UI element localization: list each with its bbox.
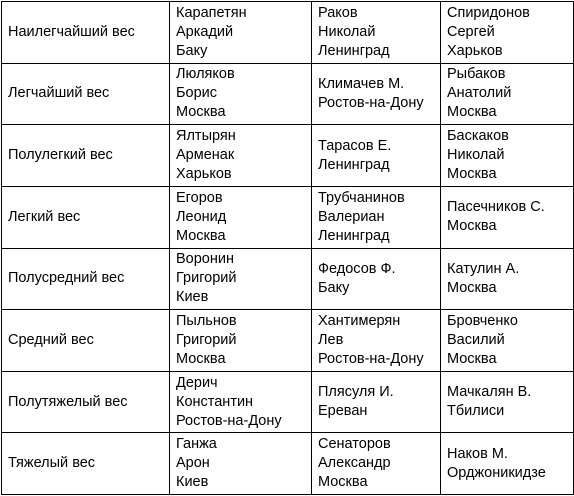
place-2-cell — [312, 433, 441, 495]
athlete-text-line: Баку — [176, 42, 208, 59]
athlete-text-line: Плясуля И. — [318, 384, 394, 401]
place-1-cell — [170, 125, 312, 187]
place-1-cell — [170, 433, 312, 495]
athlete-text-line: Катулин А. — [447, 260, 520, 277]
athlete-text-line: Москва — [447, 279, 497, 296]
place-1-cell — [170, 371, 312, 433]
athlete-text-line: Николай — [318, 23, 376, 40]
place-2-cell — [312, 310, 441, 372]
table-row — [2, 248, 574, 310]
athlete-text-line: Аркадий — [176, 23, 234, 40]
table-row — [2, 125, 574, 187]
athlete-text-line: Арменак — [176, 147, 235, 164]
athlete-text-line: Василий — [447, 331, 505, 348]
table-row — [2, 310, 574, 372]
athlete-text-line: Бровченко — [447, 312, 518, 329]
athlete-text-line: Пыльнов — [176, 312, 237, 329]
weight-class-cell — [2, 310, 170, 372]
weight-class-label: Наилегчайший вес — [8, 23, 135, 40]
athlete-text-line: Москва — [176, 227, 226, 244]
place-3-cell — [441, 433, 574, 495]
weight-class-cell — [2, 433, 170, 495]
place-3-cell — [441, 125, 574, 187]
athlete-text-line: Рыбаков — [447, 66, 506, 83]
athlete-text-line: Ростов-на-Дону — [318, 94, 424, 111]
table-row — [2, 2, 574, 64]
place-2-cell — [312, 2, 441, 64]
weight-class-cell — [2, 125, 170, 187]
place-2-cell — [312, 63, 441, 125]
athlete-text-line: Александр — [318, 455, 391, 472]
weight-class-cell — [2, 63, 170, 125]
athlete-text-line: Воронин — [176, 251, 234, 268]
weight-class-cell — [2, 248, 170, 310]
athlete-text-line: Валериан — [318, 208, 385, 225]
athlete-text-line: Константин — [176, 393, 254, 410]
athlete-text-line: Раков — [318, 4, 358, 21]
athlete-text-line: Ростов-на-Дону — [176, 412, 282, 429]
place-3-cell — [441, 371, 574, 433]
athlete-text-line: Ганжа — [176, 436, 217, 453]
table-row — [2, 186, 574, 248]
place-1-cell — [170, 2, 312, 64]
athlete-text-line: Тарасов Е. — [318, 137, 392, 154]
athlete-text-line: Трубчанинов — [318, 189, 405, 206]
athlete-text-line: Мачкалян В. — [447, 384, 532, 401]
place-3-cell — [441, 186, 574, 248]
results-table-body — [2, 2, 574, 495]
athlete-text-line: Москва — [176, 104, 226, 121]
athlete-text-line: Москва — [447, 104, 497, 121]
place-1-cell — [170, 186, 312, 248]
athlete-text-line: Борис — [176, 85, 217, 102]
weight-class-cell — [2, 371, 170, 433]
weight-class-cell — [2, 2, 170, 64]
results-table — [1, 1, 574, 495]
athlete-text-line: Пасечников С. — [447, 199, 545, 216]
place-1-cell — [170, 248, 312, 310]
athlete-text-line: Спиридонов — [447, 4, 530, 21]
weight-class-label: Легчайший вес — [8, 85, 110, 102]
athlete-text-line: Орджоникидзе — [447, 464, 546, 481]
table-row — [2, 63, 574, 125]
athlete-text-line: Арон — [176, 455, 210, 472]
athlete-text-line: Леонид — [176, 208, 227, 225]
athlete-text-line: Ростов-на-Дону — [318, 350, 424, 367]
athlete-text-line: Наков М. — [447, 445, 508, 462]
athlete-text-line: Сенаторов — [318, 436, 391, 453]
athlete-text-line: Москва — [318, 474, 368, 491]
athlete-text-line: Москва — [447, 166, 497, 183]
place-1-cell — [170, 310, 312, 372]
athlete-text-line: Анатолий — [447, 85, 512, 102]
athlete-text-line: Баку — [318, 279, 350, 296]
athlete-text-line: Федосов Ф. — [318, 260, 396, 277]
athlete-text-line: Ялтырян — [176, 128, 236, 145]
athlete-text-line: Москва — [176, 350, 226, 367]
athlete-text-line: Ереван — [318, 403, 368, 420]
place-1-cell — [170, 63, 312, 125]
table-row — [2, 433, 574, 495]
athlete-text-line: Москва — [447, 218, 497, 235]
weight-class-label: Полусредний вес — [8, 270, 125, 287]
athlete-text-line: Киев — [176, 289, 209, 306]
place-2-cell — [312, 248, 441, 310]
weight-class-label: Тяжелый вес — [8, 455, 96, 472]
athlete-text-line: Николай — [447, 147, 505, 164]
athlete-text-line: Москва — [447, 350, 497, 367]
place-3-cell — [441, 63, 574, 125]
place-3-cell — [441, 310, 574, 372]
athlete-text-line: Ленинград — [318, 156, 390, 173]
athlete-text-line: Баскаков — [447, 128, 509, 145]
athlete-text-line: Карапетян — [176, 4, 247, 21]
place-3-cell — [441, 248, 574, 310]
athlete-text-line: Харьков — [176, 166, 232, 183]
athlete-text-line: Сергей — [447, 23, 495, 40]
place-3-cell — [441, 2, 574, 64]
athlete-text-line: Ленинград — [318, 227, 390, 244]
athlete-text-line: Люляков — [176, 66, 235, 83]
weight-class-cell — [2, 186, 170, 248]
athlete-text-line: Харьков — [447, 42, 503, 59]
place-2-cell — [312, 371, 441, 433]
athlete-text-line: Климачев М. — [318, 75, 405, 92]
weight-class-label: Легкий вес — [8, 208, 81, 225]
athlete-text-line: Киев — [176, 474, 209, 491]
athlete-text-line: Ленинград — [318, 42, 390, 59]
athlete-text-line: Хантимерян — [318, 312, 401, 329]
weight-class-label: Средний вес — [8, 331, 94, 348]
place-2-cell — [312, 186, 441, 248]
athlete-text-line: Тбилиси — [447, 403, 505, 420]
athlete-text-line: Григорий — [176, 331, 237, 348]
weight-class-label: Полутяжелый вес — [8, 393, 128, 410]
athlete-text-line: Лев — [318, 331, 344, 348]
athlete-text-line: Дерич — [176, 374, 218, 391]
athlete-text-line: Егоров — [176, 189, 223, 206]
place-2-cell — [312, 125, 441, 187]
table-row — [2, 371, 574, 433]
athlete-text-line: Григорий — [176, 270, 237, 287]
weight-class-label: Полулегкий вес — [8, 147, 113, 164]
